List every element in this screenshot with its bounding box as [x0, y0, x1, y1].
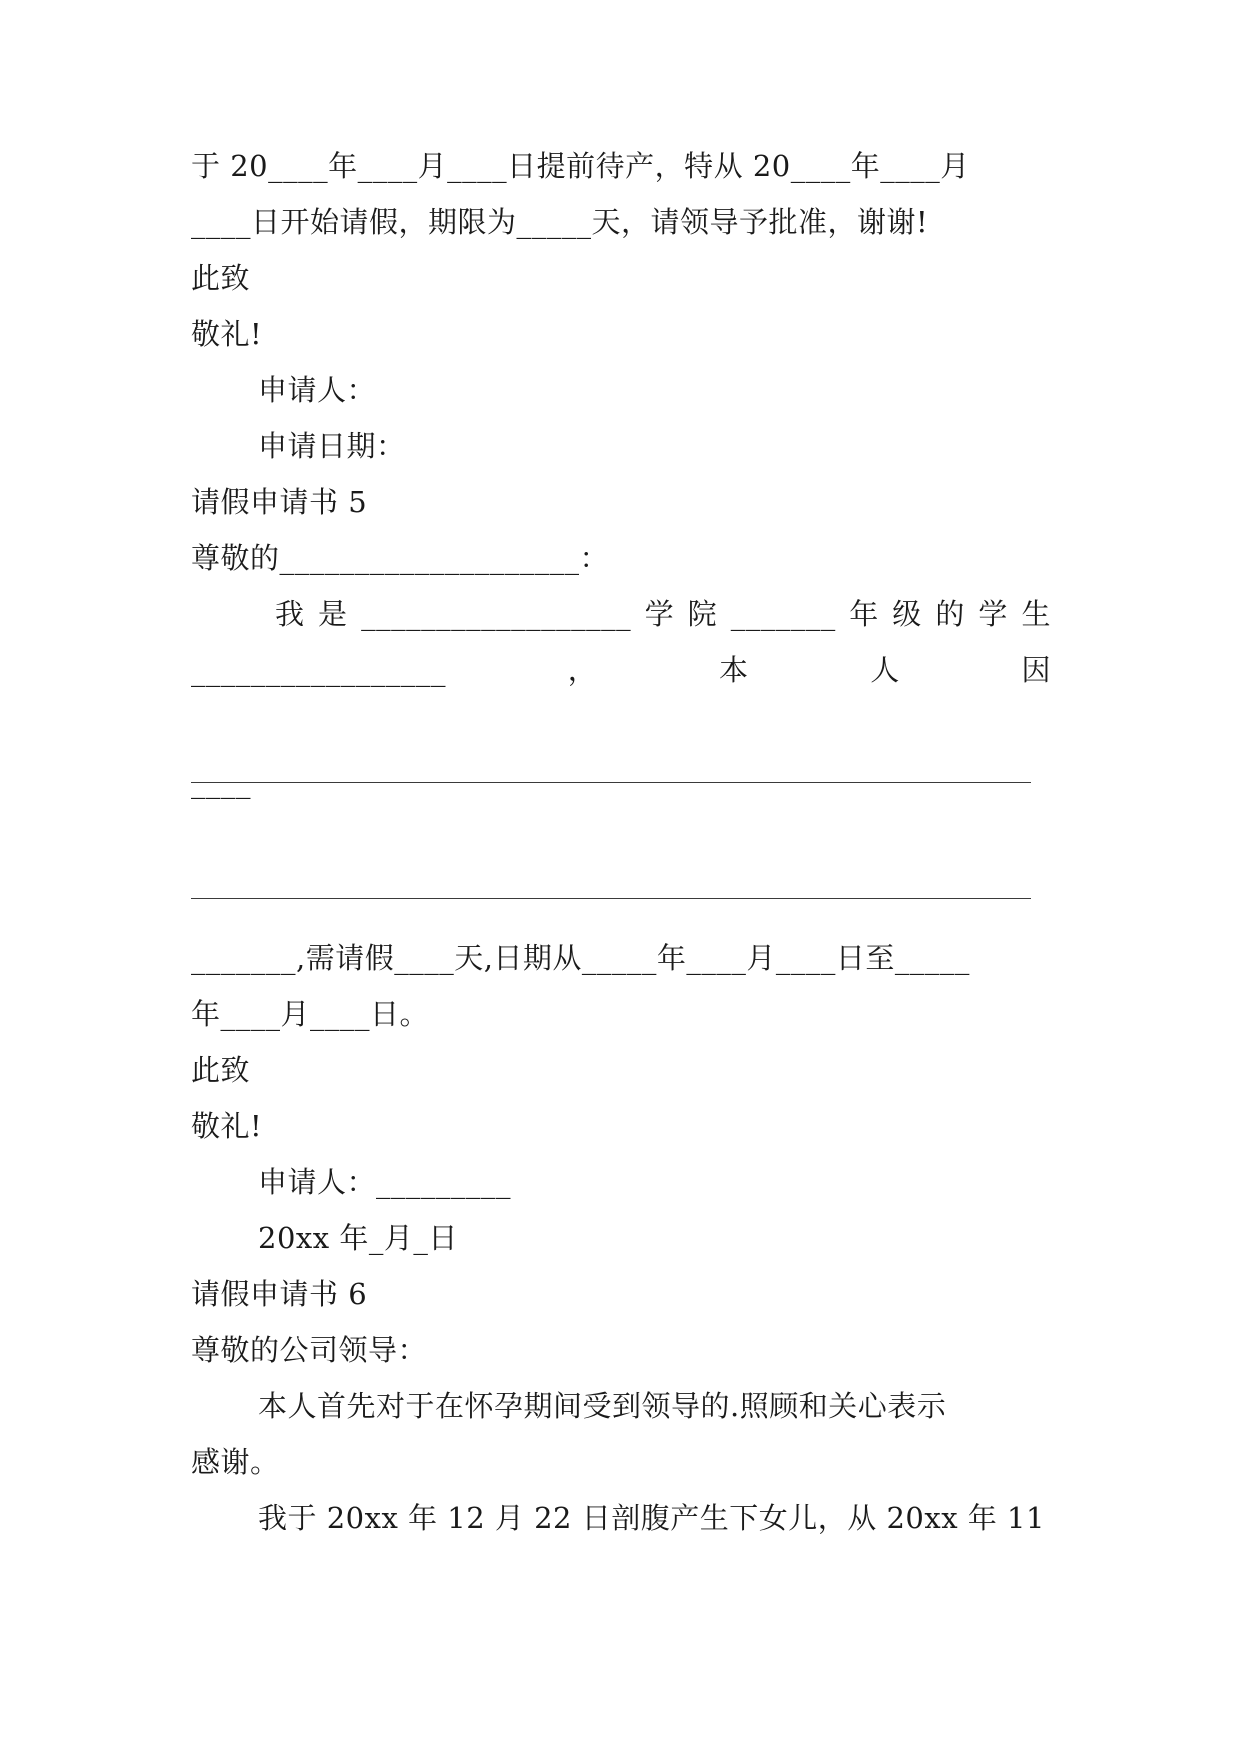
text-fragment: 的: [935, 597, 965, 631]
blank-rule-line: [191, 898, 1031, 899]
date-line: 20xx 年_月_日: [258, 1221, 458, 1255]
section-title: 请假申请书 5: [191, 485, 368, 519]
applicant-signature-line: 申请人：_________: [258, 1165, 512, 1199]
text-fragment: 学: [644, 597, 675, 631]
student-info-line: [275, 594, 1051, 634]
text-fragment: 本: [718, 653, 749, 687]
leave-end-date-line: 年____月____日。: [191, 997, 430, 1031]
reason-intro-line: [191, 650, 1051, 690]
applicant-label: 申请人：: [258, 373, 377, 407]
paragraph-line: 于 20____年____月____日提前待产，特从 20____年____月: [191, 149, 970, 183]
closing-regards: 敬礼!: [191, 1109, 263, 1143]
paragraph-line: 我于 20xx 年 12 月 22 日剖腹产生下女儿，从 20xx 年 11: [258, 1501, 1045, 1535]
text-fragment: 是: [318, 597, 348, 631]
text-fragment: 院: [687, 597, 718, 631]
paragraph-line: 感谢。: [191, 1445, 280, 1479]
leave-duration-line: _______,需请假____天,日期从_____年____月____日至_____: [191, 941, 970, 975]
blank-field: __________________: [361, 597, 632, 631]
text-fragment: 我: [275, 597, 305, 631]
text-fragment: 人: [870, 653, 900, 687]
greeting-line: 尊敬的公司领导：: [191, 1333, 428, 1367]
closing-salutation: 此致: [191, 1053, 251, 1087]
text-fragment: 学: [978, 597, 1008, 631]
closing-salutation: 此致: [191, 261, 251, 295]
greeting-line: 尊敬的____________________：: [191, 541, 610, 575]
application-date-label: 申请日期：: [258, 429, 406, 463]
text-fragment: 级: [892, 597, 922, 631]
paragraph-line: ____日开始请假，期限为_____天，请领导予批准，谢谢!: [191, 205, 929, 239]
blank-field: _________________: [191, 653, 446, 687]
paragraph-line: 本人首先对于在怀孕期间受到领导的.照顾和关心表示: [258, 1389, 947, 1423]
blank-underscore: ____: [191, 765, 251, 799]
section-title: 请假申请书 6: [191, 1277, 368, 1311]
text-fragment: ，: [567, 653, 598, 687]
text-fragment: 生: [1021, 597, 1051, 631]
text-fragment: 因: [1021, 653, 1051, 687]
blank-field: _______: [730, 597, 836, 631]
closing-regards: 敬礼!: [191, 317, 263, 351]
text-fragment: 年: [849, 597, 879, 631]
